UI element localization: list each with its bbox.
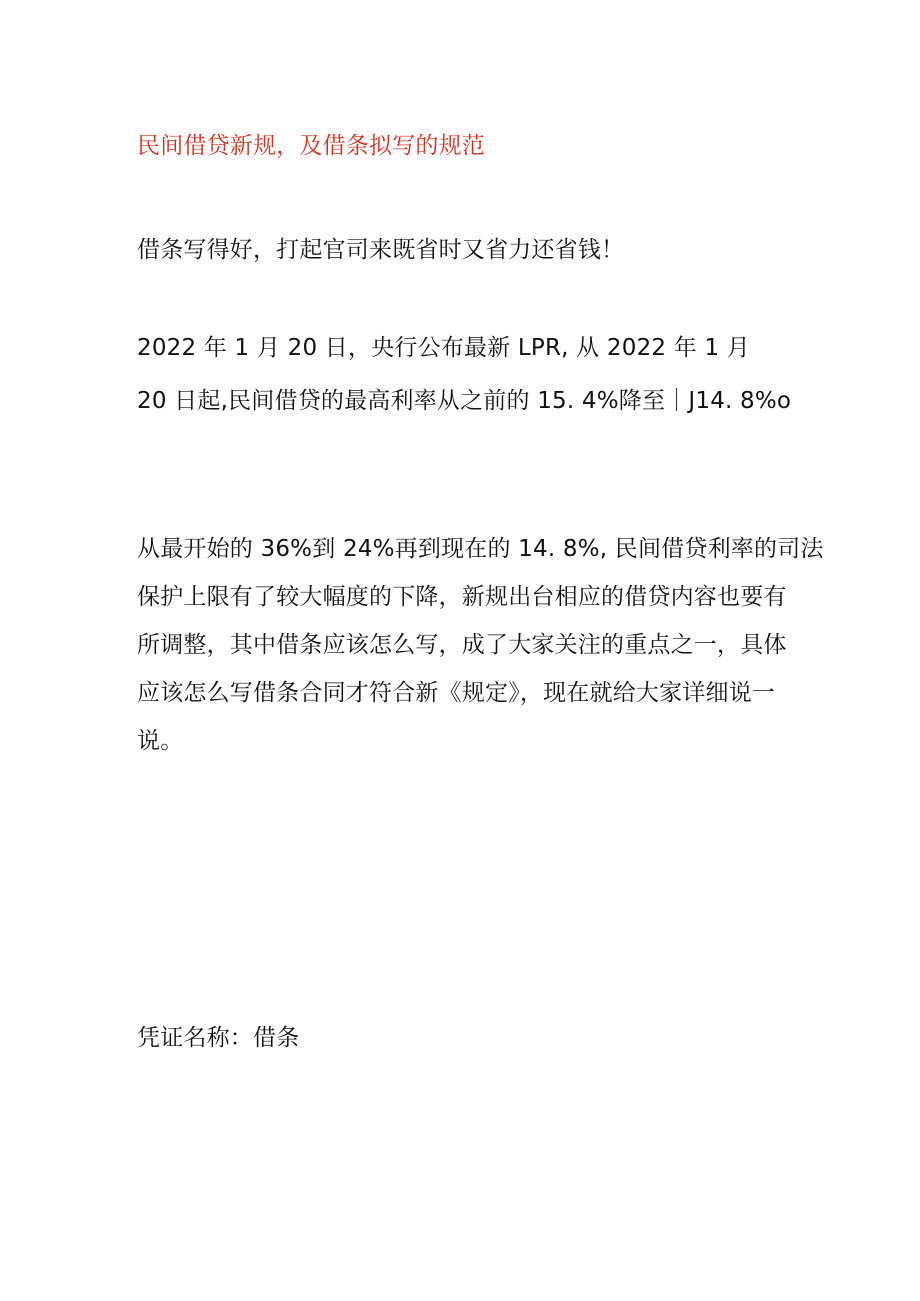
paragraph-line: 2022 年 1 月 20 日，央行公布最新 LPR, 从 2022 年 1 月: [137, 335, 750, 361]
voucher-name-label: 凭证名称：借条: [137, 1025, 300, 1051]
paragraph-line: 所调整，其中借条应该怎么写，成了大家关注的重点之一，具体: [137, 632, 787, 658]
paragraph-line: 从最开始的 36%到 24%再到现在的 14. 8%, 民间借贷利率的司法: [137, 536, 824, 562]
paragraph-line: 说。: [137, 728, 184, 754]
tagline: 借条写得好，打起官司来既省时又省力还省钱！: [137, 237, 625, 263]
paragraph-line: 保护上限有了较大幅度的下降，新规出台相应的借贷内容也要有: [137, 584, 787, 610]
paragraph-line: 20 日起,民间借贷的最高利率从之前的 15. 4%降至｜J14. 8%o: [137, 388, 792, 414]
document-title: 民间借贷新规，及借条拟写的规范: [137, 133, 485, 159]
paragraph-line: 应该怎么写借条合同才符合新《规定》，现在就给大家详细说一: [137, 680, 776, 706]
